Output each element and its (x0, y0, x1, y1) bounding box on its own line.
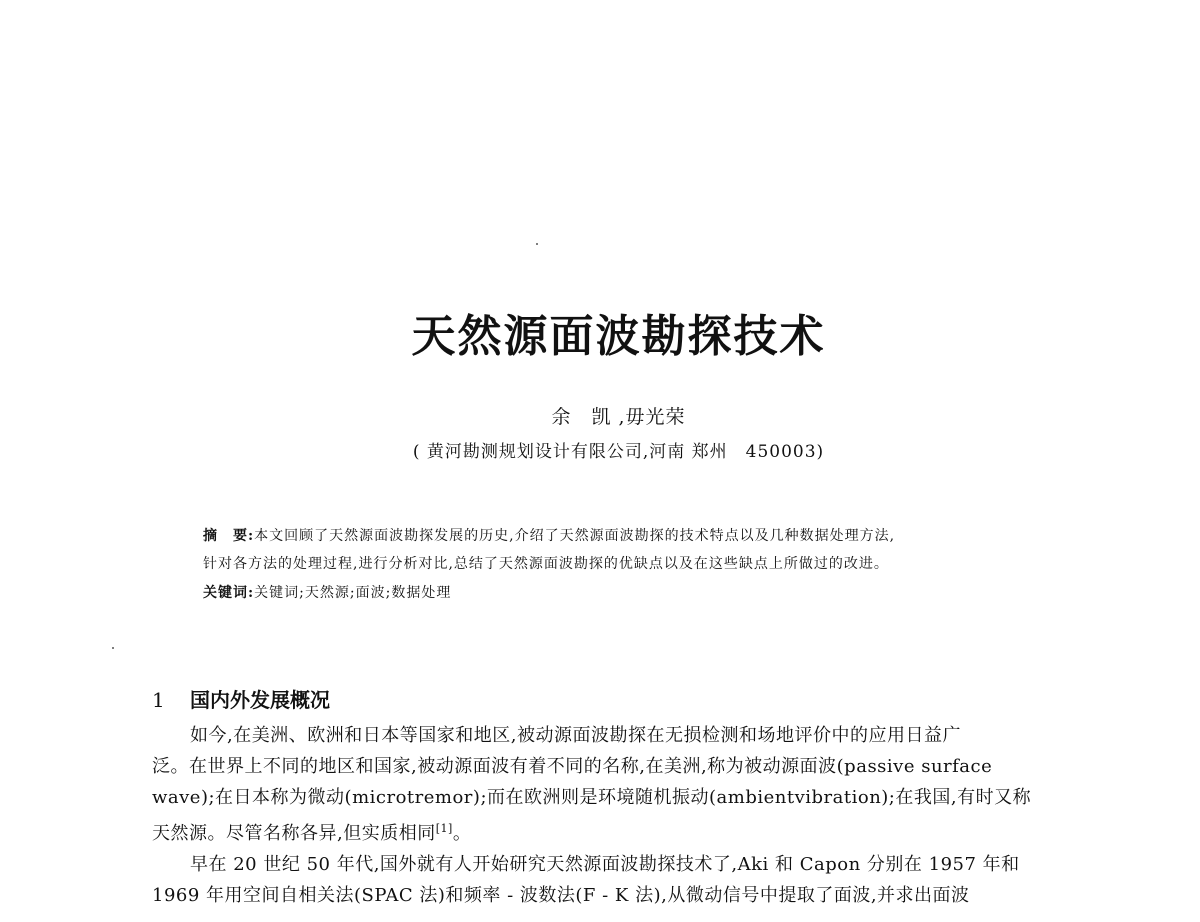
keywords-text: 关键词;天然源;面波;数据处理 (254, 585, 452, 601)
paragraph-1-last-line (152, 813, 1084, 849)
abstract-text: 本文回顾了天然源面波勘探发展的历史,介绍了天然源面波勘探的技术特点以及几种数据处理方法, (254, 528, 896, 544)
keywords-label: 关键词: (203, 585, 255, 601)
affiliation: ( 黄河勘测规划设计有限公司,河南 郑州 450003) (412, 442, 825, 462)
section-title: 国内外发展概况 (190, 688, 330, 712)
scan-artifact-dot (112, 647, 114, 649)
paragraph-1-last-text: 天然源。尽管名称各异,但实质相同 (152, 823, 436, 844)
keywords (203, 582, 1073, 602)
scan-artifact-dot (536, 243, 538, 245)
paragraph-2-line: 1969 年用空间自相关法(SPAC 法)和频率 - 波数法(F - K 法),从微动信号中提取了面波,并求出面波 (152, 885, 970, 906)
paragraph-1-line: 泛。在世界上不同的地区和国家,被动源面波有着不同的名称,在美洲,称为被动源面波(passive surface (152, 756, 993, 777)
paragraph-1-end: 。 (452, 823, 472, 844)
paragraph-1-line: wave);在日本称为微动(microtremor);而在欧洲则是环境随机振动(ambientvibration);在我国,有时又称 (152, 787, 1032, 808)
paragraph-1-line: 如今,在美洲、欧洲和日本等国家和地区,被动源面波勘探在无损检测和场地评价中的应用日益广 (190, 725, 961, 746)
citation-ref[interactable]: [1] (435, 822, 453, 835)
section-heading (152, 684, 330, 713)
abstract-label: 摘 要: (203, 528, 255, 544)
paper-title: 天然源面波勘探技术 (411, 311, 826, 362)
section-number: 1 (152, 688, 165, 712)
abstract-line-2: 针对各方法的处理过程,进行分析对比,总结了天然源面波勘探的优缺点以及在这些缺点上所做过的改进。 (203, 556, 889, 572)
abstract (203, 522, 1073, 578)
abstract-line-1 (203, 522, 1073, 550)
body-text (152, 720, 1084, 911)
authors: 余 凯 ,毋光荣 (551, 406, 686, 428)
paragraph-2-line: 早在 20 世纪 50 年代,国外就有人开始研究天然源面波勘探技术了,Aki 和 Capon 分别在 1957 年和 (190, 854, 1020, 875)
